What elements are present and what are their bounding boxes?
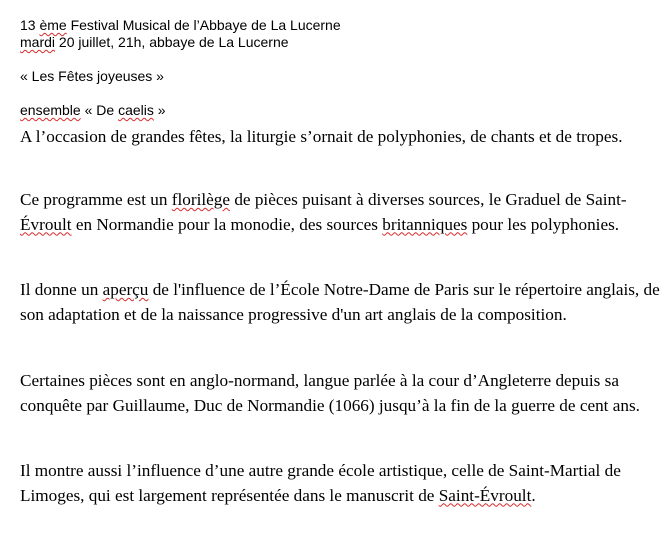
ensemble-name-open: « De xyxy=(84,102,119,118)
festival-name: Festival Musical de l’Abbaye de La Lucerne xyxy=(70,17,341,33)
p2-text-d: pour les polyphonies. xyxy=(467,214,620,234)
ensemble-name-word: caelis xyxy=(118,102,154,118)
date-day: mardi xyxy=(20,34,56,50)
p2-text-c: en Normandie pour la monodie, des sources xyxy=(71,214,383,234)
event-header xyxy=(20,17,341,51)
paragraph-limoges xyxy=(20,459,660,508)
date-rest: 20 juillet, 21h, abbaye de La Lucerne xyxy=(58,34,289,50)
date-line xyxy=(20,34,341,51)
p2-florilege: florilège xyxy=(171,190,231,209)
ensemble-name-close: » xyxy=(153,102,166,118)
festival-ordinal-suffix: ème xyxy=(39,17,67,33)
paragraph-anglo-normand: Certaines pièces sont en anglo-normand, langue parlée à la cour d’Angleterre depuis sa conquête par Guillaume, Duc de Normandie (1066) jusqu’à la fin de la guerre de cent ans. xyxy=(20,371,640,415)
p5-text-b: . xyxy=(531,485,536,505)
p2-text-b: de pièces puisant à diverses sources, le Graduel de Saint- xyxy=(230,190,627,209)
paragraph-influence xyxy=(20,278,660,327)
ensemble-line xyxy=(20,102,166,119)
p3-text-b: de l'influence de l’École Notre-Dame de Paris sur le répertoire anglais, de son adaptation et de la naissance progressive d'un art anglais de la composition. xyxy=(20,280,660,324)
program-title: « Les Fêtes joyeuses » xyxy=(20,68,164,84)
p2-britanniques: britanniques xyxy=(382,214,468,234)
festival-line xyxy=(20,17,341,34)
ensemble-label: ensemble xyxy=(20,102,81,118)
p2-text-a: Ce programme est un xyxy=(20,190,172,209)
p2-evroult: Évroult xyxy=(20,214,72,234)
p5-text-a: Il montre aussi l’influence d’une autre grande école artistique, celle de Saint-Martial de Limoges, qui est largement représentée dans le manuscrit de xyxy=(20,461,621,505)
p5-saint-evroult: Saint-Évroult xyxy=(438,485,532,505)
p3-text-a: Il donne un xyxy=(20,280,103,299)
paragraph-occasion: A l’occasion de grandes fêtes, la liturgie s’ornait de polyphonies, de chants et de tropes. xyxy=(20,127,623,146)
paragraph-programme xyxy=(20,188,660,237)
p3-apercu: aperçu xyxy=(102,280,149,299)
festival-ordinal: 13 xyxy=(20,17,36,33)
